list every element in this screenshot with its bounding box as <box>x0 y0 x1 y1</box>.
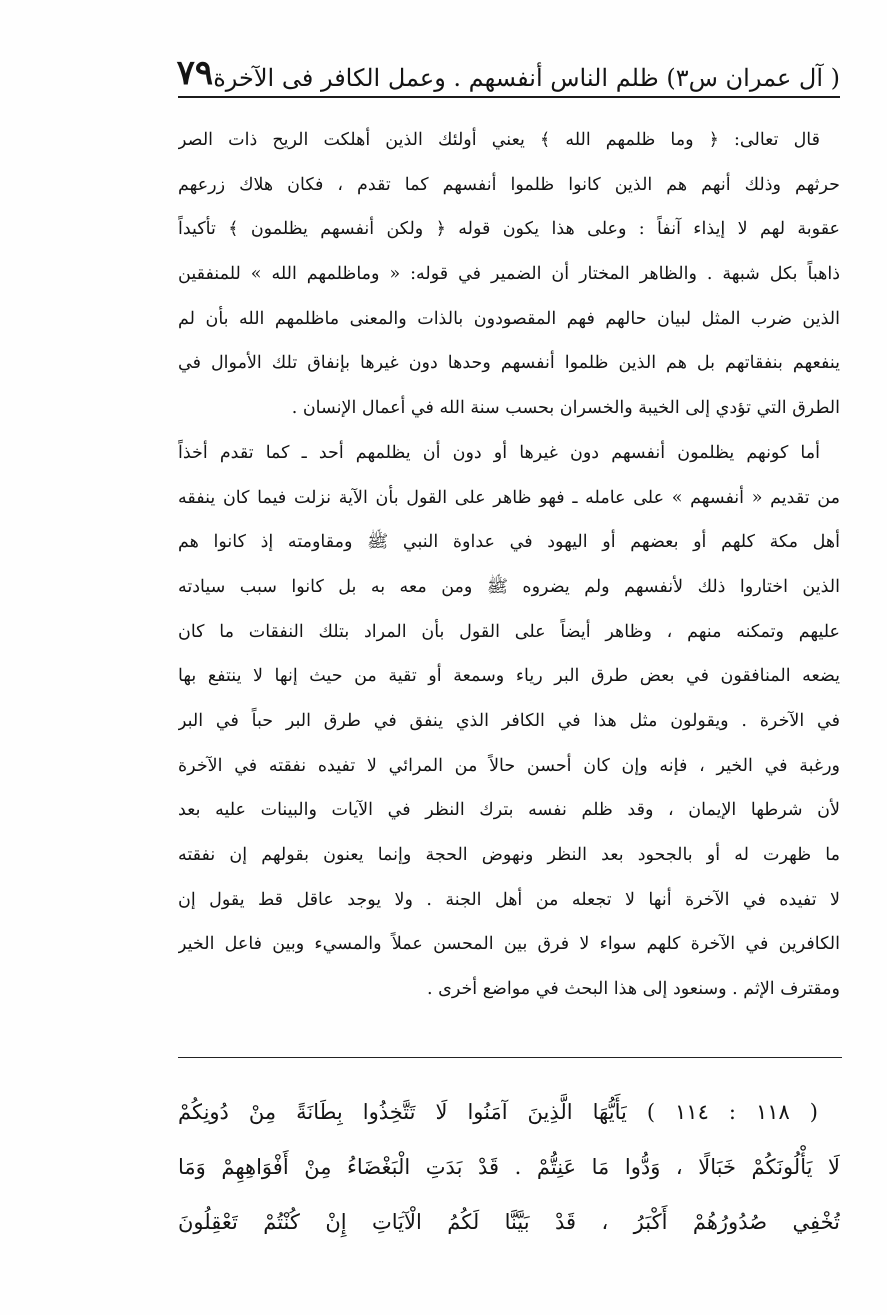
text-line: أهل مكة كلهم أو بعضهم أو اليهود في عداوة النبي ﷺ ومقاومته إذ كانوا هم <box>178 532 840 553</box>
commentary-body <box>178 118 840 1012</box>
quran-verse-block <box>178 1085 840 1250</box>
text-line: الذين اختاروا ذلك لأنفسهم ولم يضروه ﷺ ومن معه به بل كانوا سبب سيادته <box>178 576 840 597</box>
text-line: ينفعهم بنفقاتهم بل هم الذين ظلموا أنفسهم وحدها دون غيرها بإنفاق تلك الأموال في <box>178 353 840 374</box>
text-line: ذاهباً بكل شبهة . والظاهر المختار أن الضمير في قوله: « وماظلمهم الله » للمنفقين <box>178 264 840 285</box>
text-line: الذين ضرب المثل لبيان حالهم فهم المقصودون بالذات والمعنى ماظلمهم الله بأن لم <box>178 308 840 329</box>
verse-line: تُخْفِي صُدُورُهُمْ أَكْبَرُ ، قَدْ بَيَّنَّا لَكُمُ الْآيَاتِ إِنْ كُنْتُمْ تَعْقِلُونَ <box>178 1210 840 1234</box>
text-line: قال تعالى: ﴿ وما ظلمهم الله ﴾ يعني أولئك الذين أهلكت الريح ذات الصر <box>178 130 820 150</box>
verse-line: ( ١١٨ : ١١٤ ) يَأَيُّهَا الَّذِينَ آمَنُوا لَا تَتَّخِذُوا بِطَانَةً مِنْ دُونِكُمْ <box>178 1100 818 1124</box>
text-line: لا تفيده في الآخرة أنها لا تجعله من أهل الجنة . ولا يوجد عاقل قط يقول إن <box>178 889 840 910</box>
text-line: في الآخرة . ويقولون مثل هذا في الكافر الذي ينفق في طرق البر حباً في البر <box>178 710 840 731</box>
text-line: لأن شرطها الإيمان ، وقد ظلم نفسه بترك النظر في الآيات والبينات عليه بعد <box>178 800 840 821</box>
running-title: ( آل عمران س٣) ظلم الناس أنفسهم . وعمل الكافر فى الآخرة <box>213 64 840 92</box>
text-line: ومقترف الإثم . وسنعود إلى هذا البحث في مواضع أخرى . <box>427 979 840 1000</box>
text-line: حرثهم وذلك أنهم هم الذين كانوا ظلموا أنفسهم كما تقدم ، فكان هلاك زرعهم <box>178 174 840 195</box>
verse-line: لَا يَأْلُونَكُمْ خَبَالًا ، وَدُّوا مَا عَنِتُّمْ . قَدْ بَدَتِ الْبَغْضَاءُ مِنْ أَفْوَاهِهِمْ وَمَا <box>178 1155 840 1179</box>
text-line: أما كونهم يظلمون أنفسهم دون غيرها أو دون أن يظلمهم أحد ـ كما تقدم أخذاً <box>178 442 820 463</box>
section-divider <box>178 1057 842 1058</box>
text-line: الكافرين في الآخرة كلهم سواء لا فرق بين المحسن عملاً والمسيء وبين فاعل الخير <box>178 934 840 955</box>
text-line: عليهم وتمكنه منهم ، وظاهر أيضاً على القول بأن المراد بتلك النفقات ما كان <box>178 621 840 642</box>
text-line: ما ظهرت له أو بالجحود بعد النظر ونهوض الحجة وإنما يعنون بقولهم إن نفقته <box>178 845 840 865</box>
page-header <box>178 48 840 98</box>
text-line: من تقديم « أنفسهم » على عامله ـ فهو ظاهر على القول بأن الآية نزلت فيما كان ينفقه <box>178 487 840 508</box>
page-number: ٧٩ <box>176 53 214 93</box>
text-line: الطرق التي تؤدي إلى الخيبة والخسران بحسب سنة الله في أعمال الإنسان . <box>291 398 840 419</box>
text-line: عقوبة لهم لا إيذاء آنفاً : وعلى هذا يكون قوله ﴿ ولكن أنفسهم يظلمون ﴾ تأكيداً <box>178 219 840 240</box>
text-line: ورغبة في الخير ، فإنه وإن كان أحسن حالاً من المرائي لا تفيده نفقته في الآخرة <box>178 755 840 776</box>
text-line: يضعه المنافقون في بعض طرق البر رياء وسمعة أو تقية من حيث إنها لا ينتفع بها <box>178 666 840 687</box>
